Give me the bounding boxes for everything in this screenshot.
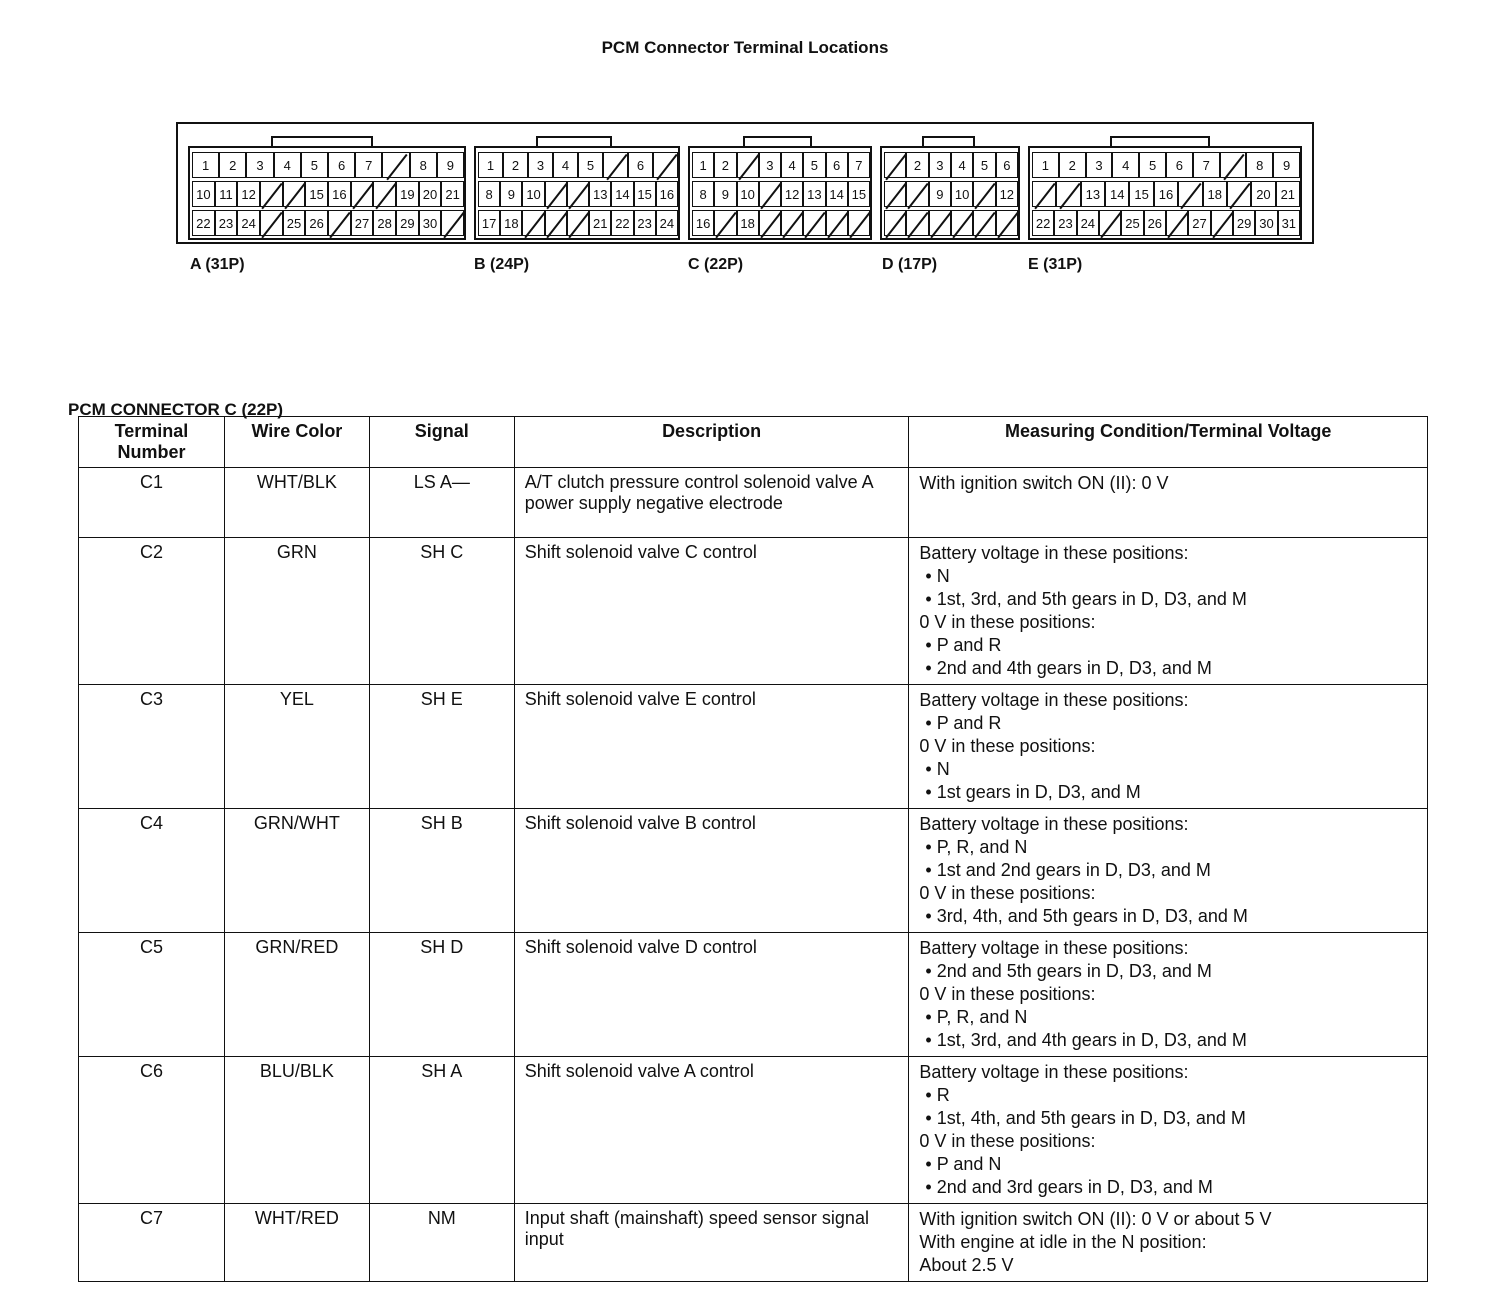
terminal-cell <box>884 181 906 207</box>
connector-c-label: C (22P) <box>688 256 744 273</box>
terminal-cell: 2 <box>1059 152 1086 178</box>
terminal-cell: C6 <box>79 1057 225 1204</box>
terminal-cell <box>884 152 906 178</box>
condition-cell <box>909 468 1428 538</box>
condition-line: Battery voltage in these positions: <box>919 938 1189 958</box>
terminal-cell <box>1227 181 1251 207</box>
condition-line: Battery voltage in these positions: <box>919 814 1189 834</box>
terminal-cell: 23 <box>1054 210 1076 236</box>
condition-line: • 1st, 4th, and 5th gears in D, D3, and M <box>925 1108 1246 1128</box>
terminal-cell <box>351 181 374 207</box>
terminal-cell: 2 <box>906 152 928 178</box>
table-row <box>79 1057 1428 1204</box>
terminal-cell: 27 <box>351 210 374 236</box>
terminal-cell: C2 <box>79 538 225 685</box>
terminal-cell: 5 <box>301 152 328 178</box>
terminal-cell: 22 <box>611 210 633 236</box>
condition-line: 0 V in these positions: <box>919 612 1096 632</box>
terminal-cell: 18 <box>500 210 522 236</box>
terminal-cell: 6 <box>1166 152 1193 178</box>
terminal-cell: 2 <box>219 152 246 178</box>
terminal-cell: 23 <box>634 210 656 236</box>
terminal-cell <box>906 181 928 207</box>
terminal-cell: C1 <box>79 468 225 538</box>
terminal-cell: 1 <box>692 152 714 178</box>
terminal-cell: 20 <box>1251 181 1275 207</box>
terminal-cell: 22 <box>192 210 215 236</box>
col-signal: Signal <box>369 417 514 468</box>
terminal-cell: 16 <box>692 210 714 236</box>
col-description: Description <box>514 417 909 468</box>
terminal-cell: 5 <box>1139 152 1166 178</box>
terminal-cell <box>567 210 589 236</box>
section-title: PCM CONNECTOR C (22P) <box>68 400 284 419</box>
terminal-cell: 3 <box>1086 152 1113 178</box>
terminal-cell: 29 <box>396 210 419 236</box>
table-row <box>79 809 1428 933</box>
terminal-cell: 7 <box>848 152 870 178</box>
condition-line: 0 V in these positions: <box>919 736 1096 756</box>
signal-cell: NM <box>369 1204 514 1282</box>
terminal-cell: 26 <box>305 210 328 236</box>
terminal-cell <box>973 210 995 236</box>
terminal-cell <box>567 181 589 207</box>
terminal-cell <box>1178 181 1202 207</box>
connector-e-label: E (31P) <box>1028 256 1083 273</box>
terminal-cell <box>260 210 283 236</box>
condition-line: • 1st, 3rd, and 4th gears in D, D3, and M <box>925 1030 1247 1050</box>
description-cell: Shift solenoid valve B control <box>514 809 909 933</box>
wire-color-cell: YEL <box>224 685 369 809</box>
connector-diagram <box>176 118 1316 248</box>
terminal-cell <box>929 210 951 236</box>
terminal-cell: 6 <box>328 152 355 178</box>
wire-color-cell: GRN <box>224 538 369 685</box>
terminal-cell <box>260 181 283 207</box>
table-row <box>79 933 1428 1057</box>
terminal-cell <box>714 210 736 236</box>
condition-line: About 2.5 V <box>919 1255 1014 1275</box>
terminal-cell <box>522 210 544 236</box>
terminal-cell: 1 <box>1032 152 1059 178</box>
terminal-cell: 17 <box>478 210 500 236</box>
terminal-cell: 15 <box>634 181 656 207</box>
terminal-cell: 2 <box>714 152 736 178</box>
terminal-cell: 24 <box>237 210 260 236</box>
terminal-cell <box>382 152 409 178</box>
terminal-cell: 25 <box>1121 210 1143 236</box>
terminal-cell: 13 <box>803 181 825 207</box>
wire-color-cell: GRN/WHT <box>224 809 369 933</box>
description-cell: Shift solenoid valve C control <box>514 538 909 685</box>
terminal-cell: 4 <box>1112 152 1139 178</box>
wire-color-cell: WHT/BLK <box>224 468 369 538</box>
condition-line: • 2nd and 3rd gears in D, D3, and M <box>925 1177 1213 1197</box>
terminal-cell <box>1166 210 1188 236</box>
terminal-cell: 20 <box>419 181 442 207</box>
terminal-cell: 31 <box>1278 210 1300 236</box>
wire-color-cell: WHT/RED <box>224 1204 369 1282</box>
table-row <box>79 538 1428 685</box>
terminal-cell: 16 <box>328 181 351 207</box>
terminal-cell: C3 <box>79 685 225 809</box>
terminal-cell: 30 <box>419 210 442 236</box>
terminal-cell <box>781 210 803 236</box>
signal-cell: SH B <box>369 809 514 933</box>
terminal-cell: 10 <box>951 181 973 207</box>
terminal-cell: 15 <box>1129 181 1153 207</box>
terminal-cell: 4 <box>781 152 803 178</box>
terminal-cell <box>441 210 464 236</box>
terminal-cell <box>1099 210 1121 236</box>
terminal-cell: 5 <box>803 152 825 178</box>
description-cell: Shift solenoid valve E control <box>514 685 909 809</box>
terminal-cell: 8 <box>692 181 714 207</box>
terminal-cell: 6 <box>826 152 848 178</box>
condition-line: Battery voltage in these positions: <box>919 543 1189 563</box>
terminal-cell: 13 <box>589 181 611 207</box>
condition-line: • 2nd and 5th gears in D, D3, and M <box>925 961 1212 981</box>
terminal-cell: 29 <box>1233 210 1255 236</box>
condition-line: 0 V in these positions: <box>919 883 1096 903</box>
terminal-cell <box>603 152 628 178</box>
condition-cell <box>909 933 1428 1057</box>
terminal-cell: 24 <box>1077 210 1099 236</box>
terminal-cell <box>373 181 396 207</box>
signal-cell: LS A— <box>369 468 514 538</box>
condition-cell <box>909 1204 1428 1282</box>
terminal-cell: 12 <box>237 181 260 207</box>
connector-a-label: A (31P) <box>190 256 245 273</box>
signal-cell: SH C <box>369 538 514 685</box>
condition-line: • 1st gears in D, D3, and M <box>925 782 1141 802</box>
col-condition: Measuring Condition/Terminal Voltage <box>909 417 1428 468</box>
condition-line: • P, R, and N <box>925 837 1028 857</box>
terminal-cell: 24 <box>656 210 678 236</box>
terminal-cell: 8 <box>1246 152 1273 178</box>
terminal-cell: 9 <box>437 152 464 178</box>
condition-line: • N <box>925 566 950 586</box>
terminal-cell: 28 <box>373 210 396 236</box>
terminal-cell: 11 <box>215 181 238 207</box>
terminal-cell <box>826 210 848 236</box>
terminal-cell <box>283 181 306 207</box>
terminal-cell: 1 <box>192 152 219 178</box>
terminal-cell <box>1211 210 1233 236</box>
terminal-cell: 2 <box>503 152 528 178</box>
terminal-cell: 15 <box>848 181 870 207</box>
table-row <box>79 685 1428 809</box>
condition-line: • 3rd, 4th, and 5th gears in D, D3, and M <box>925 906 1248 926</box>
description-cell: Input shaft (mainshaft) speed sensor signal input <box>514 1204 909 1282</box>
terminal-cell: 14 <box>1105 181 1129 207</box>
wire-color-cell: GRN/RED <box>224 933 369 1057</box>
terminal-cell: 14 <box>826 181 848 207</box>
terminal-cell <box>759 210 781 236</box>
terminal-cell: 7 <box>1193 152 1220 178</box>
terminal-cell <box>545 210 567 236</box>
terminal-cell <box>906 210 928 236</box>
wire-color-cell: BLU/BLK <box>224 1057 369 1204</box>
condition-line: • 1st, 3rd, and 5th gears in D, D3, and M <box>925 589 1247 609</box>
condition-line: 0 V in these positions: <box>919 1131 1096 1151</box>
terminal-cell: 7 <box>355 152 382 178</box>
terminal-cell: 8 <box>410 152 437 178</box>
terminal-cell <box>803 210 825 236</box>
terminal-cell: C4 <box>79 809 225 933</box>
terminal-cell: 18 <box>1203 181 1227 207</box>
condition-cell <box>909 1057 1428 1204</box>
terminal-cell <box>884 210 906 236</box>
terminal-cell <box>653 152 678 178</box>
terminal-cell: 26 <box>1144 210 1166 236</box>
terminal-cell <box>951 210 973 236</box>
terminal-cell: 1 <box>478 152 503 178</box>
col-terminal: Terminal Number <box>79 417 225 468</box>
terminal-cell: 10 <box>522 181 544 207</box>
terminal-cell: 6 <box>996 152 1018 178</box>
condition-line: With engine at idle in the N position: <box>919 1232 1207 1252</box>
terminal-cell: 16 <box>1154 181 1178 207</box>
description-cell: Shift solenoid valve A control <box>514 1057 909 1204</box>
terminal-cell: 5 <box>578 152 603 178</box>
terminal-cell: 3 <box>929 152 951 178</box>
terminal-cell: 21 <box>441 181 464 207</box>
condition-line: • R <box>925 1085 950 1105</box>
terminal-cell: 16 <box>656 181 678 207</box>
terminal-cell: 12 <box>781 181 803 207</box>
connector-e <box>1028 146 1302 240</box>
terminal-cell: 4 <box>553 152 578 178</box>
connector-b <box>474 146 680 240</box>
terminal-cell <box>1032 181 1056 207</box>
condition-line: Battery voltage in these positions: <box>919 1062 1189 1082</box>
terminal-cell: 3 <box>246 152 273 178</box>
terminal-cell: 9 <box>1273 152 1300 178</box>
condition-line: • P, R, and N <box>925 1007 1028 1027</box>
condition-line: • P and R <box>925 713 1002 733</box>
terminal-cell: 9 <box>500 181 522 207</box>
condition-line: • N <box>925 759 950 779</box>
terminal-cell: 8 <box>478 181 500 207</box>
signal-cell: SH D <box>369 933 514 1057</box>
terminal-cell: 10 <box>192 181 215 207</box>
condition-line: With ignition switch ON (II): 0 V or about 5 V <box>919 1209 1272 1229</box>
connector-d <box>880 146 1020 240</box>
terminal-cell: 14 <box>611 181 633 207</box>
condition-line: • 2nd and 4th gears in D, D3, and M <box>925 658 1212 678</box>
signal-cell: SH E <box>369 685 514 809</box>
description-cell: A/T clutch pressure control solenoid valve A power supply negative electrode <box>514 468 909 538</box>
terminal-cell: 25 <box>283 210 306 236</box>
terminal-cell <box>545 181 567 207</box>
page-title: PCM Connector Terminal Locations <box>601 38 889 57</box>
terminal-cell: C5 <box>79 933 225 1057</box>
terminal-cell: 3 <box>759 152 781 178</box>
terminal-cell: 21 <box>1276 181 1300 207</box>
connector-d-label: D (17P) <box>882 256 938 273</box>
pinout-table <box>78 416 1428 1282</box>
terminal-cell: 30 <box>1255 210 1277 236</box>
terminal-cell: C7 <box>79 1204 225 1282</box>
table-header <box>79 417 1428 468</box>
terminal-cell: 9 <box>929 181 951 207</box>
terminal-cell: 15 <box>305 181 328 207</box>
condition-line: • P and N <box>925 1154 1002 1174</box>
condition-line: • P and R <box>925 635 1002 655</box>
terminal-cell: 6 <box>628 152 653 178</box>
terminal-cell: 12 <box>996 181 1018 207</box>
terminal-cell: 23 <box>215 210 238 236</box>
terminal-cell <box>848 210 870 236</box>
terminal-cell <box>759 181 781 207</box>
terminal-cell: 4 <box>951 152 973 178</box>
condition-cell <box>909 809 1428 933</box>
condition-line: • 1st and 2nd gears in D, D3, and M <box>925 860 1211 880</box>
connector-b-label: B (24P) <box>474 256 530 273</box>
terminal-cell <box>973 181 995 207</box>
connector-c <box>688 146 872 240</box>
terminal-cell: 27 <box>1188 210 1210 236</box>
condition-line: 0 V in these positions: <box>919 984 1096 1004</box>
terminal-cell: 19 <box>396 181 419 207</box>
terminal-cell <box>1056 181 1080 207</box>
terminal-cell: 10 <box>737 181 759 207</box>
terminal-cell: 9 <box>714 181 736 207</box>
terminal-cell: 3 <box>528 152 553 178</box>
condition-line: Battery voltage in these positions: <box>919 690 1189 710</box>
terminal-cell: 18 <box>737 210 759 236</box>
terminal-cell: 22 <box>1032 210 1054 236</box>
terminal-cell: 21 <box>589 210 611 236</box>
table-row <box>79 1204 1428 1282</box>
connector-a <box>188 146 466 240</box>
condition-cell <box>909 685 1428 809</box>
terminal-cell <box>737 152 759 178</box>
terminal-cell: 13 <box>1081 181 1105 207</box>
table-row <box>79 468 1428 538</box>
terminal-cell <box>328 210 351 236</box>
terminal-cell <box>1220 152 1247 178</box>
terminal-cell <box>996 210 1018 236</box>
terminal-cell: 5 <box>973 152 995 178</box>
terminal-cell: 4 <box>274 152 301 178</box>
col-wire: Wire Color <box>224 417 369 468</box>
signal-cell: SH A <box>369 1057 514 1204</box>
description-cell: Shift solenoid valve D control <box>514 933 909 1057</box>
condition-cell <box>909 538 1428 685</box>
condition-line: With ignition switch ON (II): 0 V <box>919 473 1169 493</box>
